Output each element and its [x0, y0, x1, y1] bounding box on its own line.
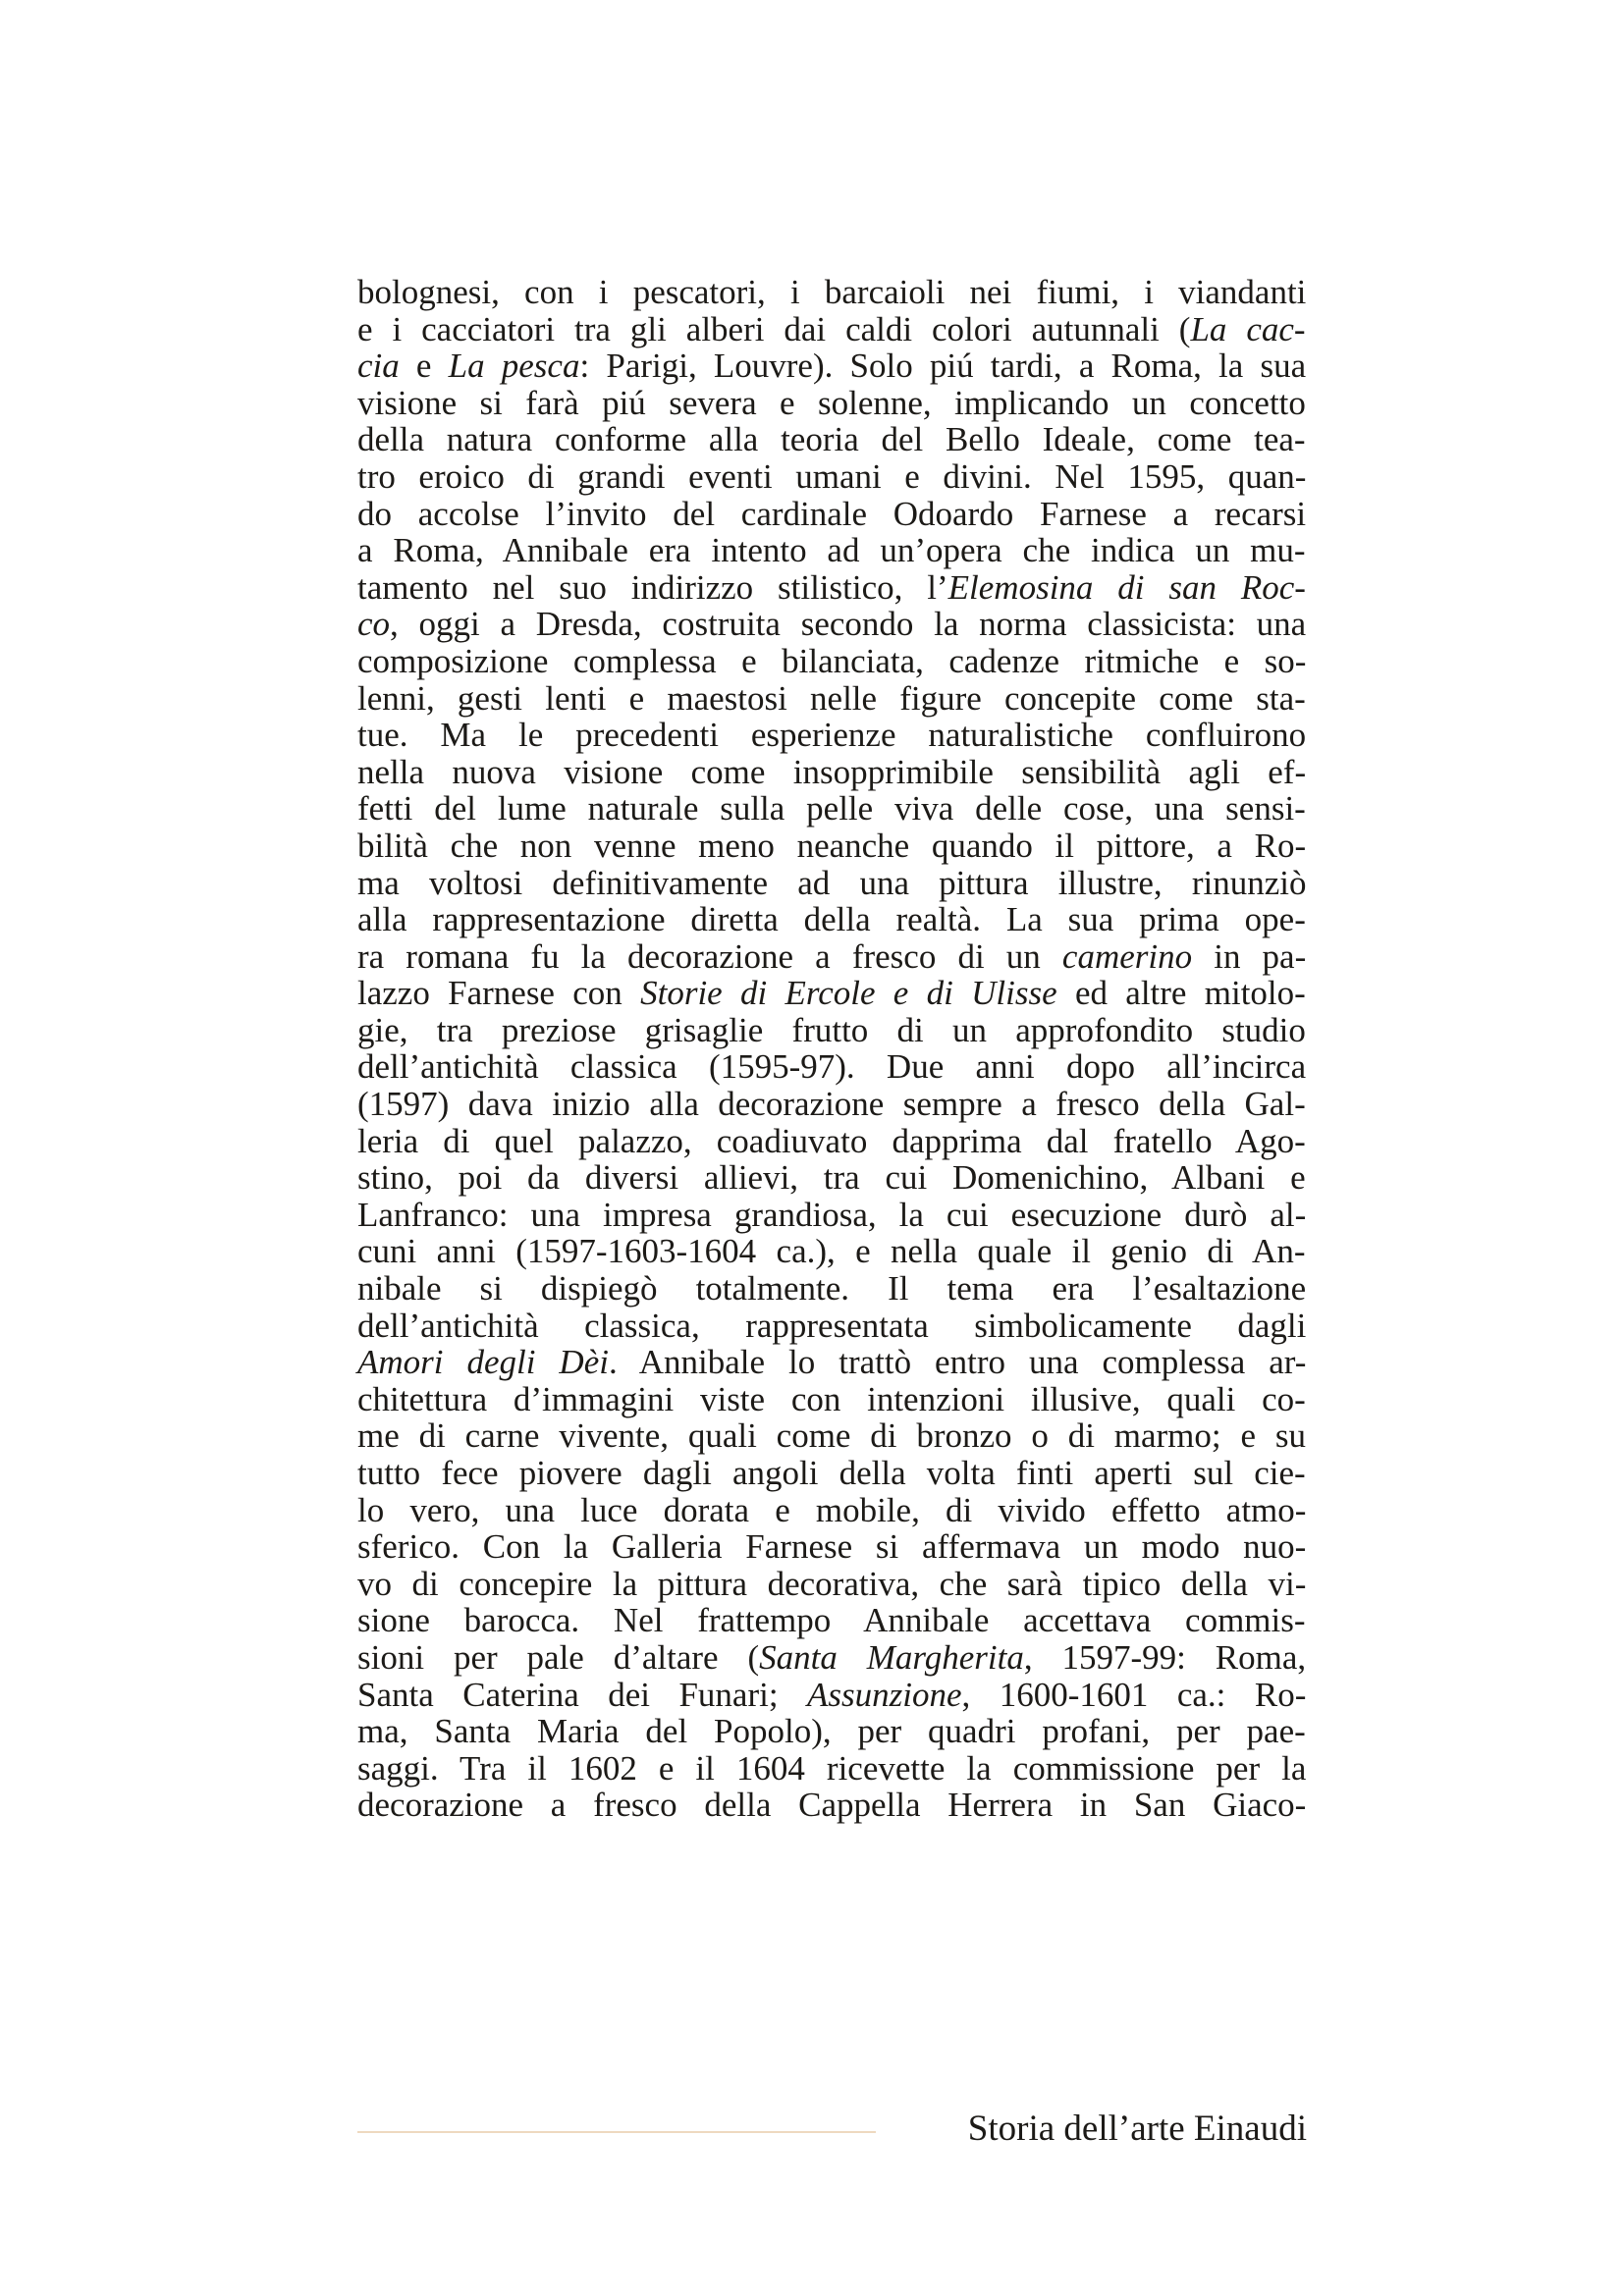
text-line: [357, 421, 1306, 458]
text-line: [357, 385, 1306, 422]
text-line: [357, 1123, 1306, 1160]
italic-title: La cac-: [1190, 309, 1306, 348]
text-line: [357, 1344, 1306, 1381]
text-run: saggi. Tra il 1602 e il 1604 ricevette la commissione per la: [357, 1748, 1307, 1788]
text-line: [357, 458, 1306, 496]
text-run: do accolse l’invito del cardinale Odoardo Farnese a recarsi: [357, 494, 1307, 533]
text-line: [357, 1787, 1306, 1824]
text-line: [357, 754, 1306, 791]
text-line: [357, 1750, 1306, 1788]
text-run: lazzo Farnese con: [357, 974, 641, 1013]
text-line: [357, 1677, 1306, 1714]
text-run: tutto fece piovere dagli angoli della volta finti aperti sul cie-: [357, 1454, 1306, 1492]
text-run: ma voltosi definitivamente ad una pittura illustre, rinunziò: [357, 863, 1307, 902]
text-line: [357, 1381, 1306, 1418]
text-line: [357, 274, 1306, 311]
text-line: [357, 901, 1306, 938]
text-line: [357, 1528, 1306, 1566]
italic-title: Elemosina di san Roc-: [947, 567, 1306, 607]
text-run: stino, poi da diversi allievi, tra cui Domenichino, Albani e: [357, 1158, 1306, 1198]
text-run: vo di concepire la pittura decorativa, che sarà tipico della vi-: [357, 1564, 1307, 1603]
text-run: lenni, gesti lenti e maestosi nelle figure concepite come sta-: [357, 678, 1306, 718]
text-line: [357, 1308, 1306, 1345]
text-run: della natura conforme alla teoria del Bello Ideale, come tea-: [357, 420, 1306, 459]
text-run: decorazione a fresco della Cappella Herrera in San Giaco-: [357, 1786, 1307, 1825]
text-line: [357, 1270, 1306, 1308]
text-run: lo vero, una luce dorata e mobile, di vivido effetto atmo-: [357, 1490, 1307, 1529]
text-run: nella nuova visione come insopprimibile sensibilità agli ef-: [357, 752, 1307, 791]
text-run: e i cacciatori tra gli alberi dai caldi colori autunnali (: [357, 309, 1191, 348]
text-run: me di carne vivente, quali come di bronzo o di marmo; e su: [357, 1416, 1306, 1456]
text-run: alla rappresentazione diretta della realtà. La sua prima ope-: [357, 900, 1306, 939]
text-run: . Annibale lo trattò entro una complessa ar-: [608, 1343, 1307, 1382]
text-run: dell’antichità classica, rappresentata simbolicamente dagli: [357, 1306, 1307, 1345]
text-run: ra romana fu la decorazione a fresco di un: [357, 936, 1062, 976]
text-line: [357, 938, 1306, 976]
text-line: [357, 1492, 1306, 1529]
text-line: [357, 1713, 1306, 1750]
text-line: [357, 1197, 1306, 1234]
text-run: (1597) dava inizio alla decorazione sempre a fresco della Gal-: [357, 1085, 1306, 1124]
text-run: sioni per pale d’altare (: [357, 1637, 760, 1677]
text-run: sferico. Con la Galleria Farnese si affermava un modo nuo-: [357, 1527, 1307, 1567]
text-line: [357, 865, 1306, 902]
text-line: [357, 606, 1306, 643]
text-line: [357, 532, 1306, 569]
italic-title: Assunzione: [807, 1675, 962, 1714]
text-run: , 1597-99: Roma,: [1023, 1637, 1307, 1677]
text-run: cuni anni (1597-1603-1604 ca.), e nella quale il genio di An-: [357, 1232, 1306, 1271]
text-line: [357, 790, 1306, 828]
body-text: [357, 274, 1306, 1824]
italic-title: Storie di Ercole e di Ulisse: [640, 974, 1057, 1013]
text-run: , 1600-1601 ca.: Ro-: [961, 1675, 1307, 1714]
text-line: [357, 1048, 1306, 1086]
text-run: dell’antichità classica (1595-97). Due anni dopo all’incirca: [357, 1047, 1307, 1087]
text-run: Santa Caterina dei Funari;: [357, 1675, 808, 1714]
footer-rule: [357, 2131, 876, 2133]
text-line: [357, 680, 1306, 718]
text-run: gie, tra preziose grisaglie frutto di un approfondito studio: [357, 1010, 1306, 1049]
text-line: [357, 1602, 1306, 1639]
text-run: tamento nel suo indirizzo stilistico, l’: [357, 567, 948, 607]
text-run: : Parigi, Louvre). Solo piú tardi, a Roma, la sua: [579, 347, 1307, 386]
text-line: [357, 1417, 1306, 1455]
text-line: [357, 717, 1306, 754]
text-run: composizione complessa e bilanciata, cadenze ritmiche e so-: [357, 641, 1307, 680]
text-run: chitettura d’immagini viste con intenzioni illusive, quali co-: [357, 1379, 1306, 1418]
text-line: [357, 643, 1306, 680]
text-run: bilità che non venne meno neanche quando il pittore, a Ro-: [357, 826, 1307, 865]
text-run: visione si farà piú severa e solenne, implicando un concetto: [357, 383, 1306, 422]
text-line: [357, 496, 1306, 533]
text-run: ma, Santa Maria del Popolo), per quadri profani, per pae-: [357, 1712, 1306, 1751]
italic-title: Santa Margherita: [759, 1637, 1024, 1677]
text-run: in pa-: [1192, 936, 1307, 976]
text-run: tro eroico di grandi eventi umani e divini. Nel 1595, quan-: [357, 456, 1307, 496]
italic-title: co: [357, 605, 391, 644]
text-run: tue. Ma le precedenti esperienze naturalistiche confluirono: [357, 716, 1307, 755]
text-run: fetti del lume naturale sulla pelle viva delle cose, una sensi-: [357, 789, 1306, 828]
text-run: Lanfranco: una impresa grandiosa, la cui esecuzione durò al-: [357, 1195, 1307, 1234]
italic-title: cia: [357, 347, 400, 386]
text-run: ed altre mitolo-: [1056, 974, 1306, 1013]
text-line: [357, 1455, 1306, 1492]
italic-title: La pesca: [448, 347, 580, 386]
text-line: [357, 1233, 1306, 1270]
text-run: leria di quel palazzo, coadiuvato dapprima dal fratello Ago-: [357, 1121, 1306, 1160]
footer-label: Storia dell’arte Einaudi: [967, 2109, 1307, 2149]
text-line: [357, 1012, 1306, 1049]
text-line: [357, 828, 1306, 865]
text-line: [357, 1639, 1306, 1677]
text-run: , oggi a Dresda, costruita secondo la norma classicista: una: [390, 605, 1307, 644]
text-line: [357, 1159, 1306, 1197]
text-run: e: [399, 347, 449, 386]
italic-title: Amori degli Dèi: [357, 1343, 609, 1382]
text-line: [357, 1086, 1306, 1123]
text-line: [357, 1566, 1306, 1603]
text-run: nibale si dispiegò totalmente. Il tema era l’esaltazione: [357, 1269, 1307, 1308]
text-line: [357, 975, 1306, 1012]
text-run: bolognesi, con i pescatori, i barcaioli nei fiumi, i viandanti: [357, 273, 1307, 311]
text-run: a Roma, Annibale era intento ad un’opera che indica un mu-: [357, 531, 1306, 570]
text-line: [357, 347, 1306, 385]
text-line: [357, 569, 1306, 607]
italic-title: camerino: [1061, 936, 1193, 976]
text-run: sione barocca. Nel frattempo Annibale accettava commis-: [357, 1601, 1306, 1640]
text-line: [357, 311, 1306, 348]
